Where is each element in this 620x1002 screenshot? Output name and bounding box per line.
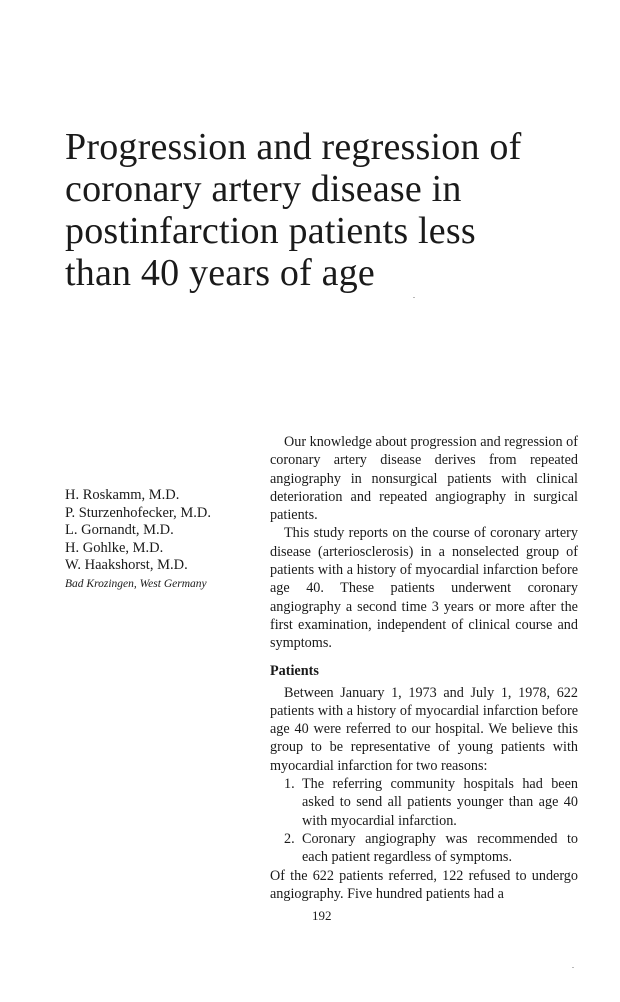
intro-paragraph: This study reports on the course of coronary artery disease (arteriosclerosis) in a nonselected group of patients with a history of myocardial infarction before age 40. These patients underwent coronary angiography a second time 3 years or more after the first examination, independent of clinical course and symptoms. — [270, 525, 578, 652]
list-item-text: Coronary angiography was recommended to each patient regardless of symptoms. — [302, 830, 578, 866]
list-item — [270, 830, 578, 867]
list-item-number: 2. — [284, 830, 295, 847]
scan-speck — [572, 967, 574, 968]
scan-speck — [413, 297, 415, 298]
title-line: postinfarction patients less — [65, 210, 476, 252]
author-name: H. Gohlke, M.D. — [65, 539, 164, 556]
article-title — [65, 126, 585, 294]
list-item-number: 1. — [284, 776, 295, 793]
author-name: H. Roskamm, M.D. — [65, 487, 180, 503]
title-line: Progression and regression of — [65, 126, 522, 168]
body-text-column — [270, 433, 578, 903]
title-line: than 40 years of age — [65, 252, 375, 294]
intro-paragraph: Our knowledge about progression and regression of coronary artery disease derives from repeated angiography in nonsurgical patients with clinical deterioration and repeated angiography in surgical patients. — [270, 434, 578, 524]
section-paragraph: Between January 1, 1973 and July 1, 1978, 622 patients with a history of myocardial infarction before age 40 were referred to our hospital. We believe this group to be representative of young patients with myocardial infarction for two reasons: — [270, 684, 578, 774]
list-item — [270, 775, 578, 830]
section-heading: Patients — [270, 662, 319, 679]
list-item-text: The referring community hospitals had been asked to send all patients younger than age 40 with myocardial infarction. — [302, 776, 578, 829]
author-name: W. Haakshorst, M.D. — [65, 557, 188, 574]
closing-paragraph: Of the 622 patients referred, 122 refused to undergo angiography. Five hundred patients had a — [270, 867, 578, 902]
author-name: P. Sturzenhofecker, M.D. — [65, 504, 211, 521]
author-affiliation: Bad Krozingen, West Germany — [65, 578, 207, 590]
page-number: 192 — [312, 908, 332, 923]
reasons-list — [270, 775, 578, 866]
author-list — [65, 487, 265, 575]
author-name: L. Gornandt, M.D. — [65, 522, 174, 539]
title-line: coronary artery disease in — [65, 168, 462, 210]
